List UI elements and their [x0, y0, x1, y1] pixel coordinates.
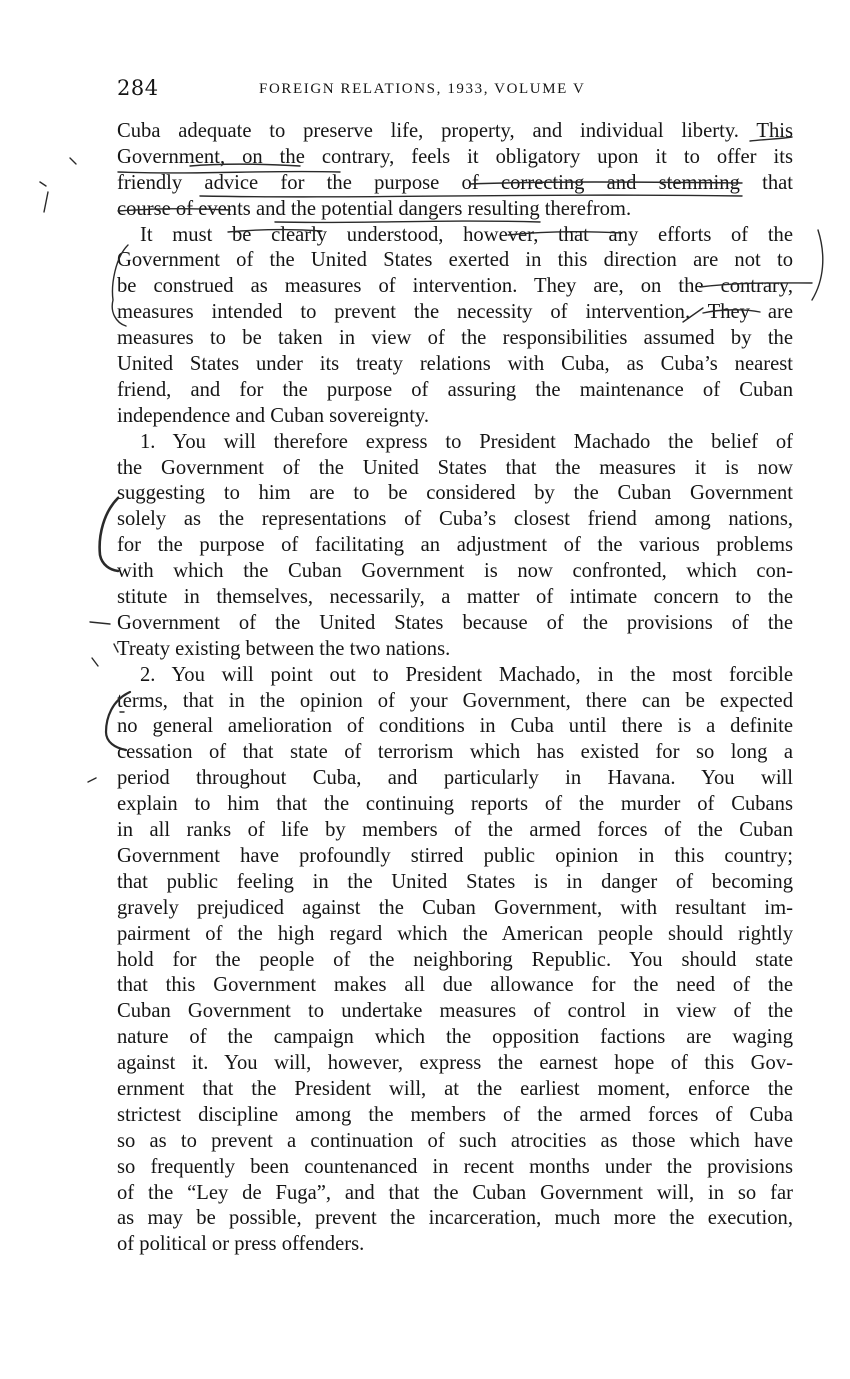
bracket-mark: [100, 498, 118, 571]
text-line: 2. You will point out to President Machado, in the most forcible: [140, 663, 793, 686]
bracket-mark: [812, 230, 823, 300]
text-line: measures to be taken in view of the responsibilities assumed by the: [117, 327, 793, 350]
running-head: FOREIGN RELATIONS, 1933, VOLUME V: [259, 81, 586, 97]
text-line: Government have profoundly stirred public opinion in this country;: [117, 844, 793, 867]
text-line: nature of the campaign which the opposition factions are waging: [117, 1026, 793, 1049]
text-line: 1. You will therefore express to President Machado the belief of: [140, 430, 793, 453]
text-line: the Government of the United States that the measures it is now: [117, 456, 793, 479]
page-header: [117, 76, 793, 106]
margin-tick: [92, 658, 98, 666]
text-line: Cuban Government to undertake measures of control in view of the: [117, 1000, 793, 1023]
text-line: Government, on the contrary, feels it obligatory upon it to offer its: [117, 145, 793, 168]
text-line: that this Government makes all due allowance for the need of the: [117, 974, 793, 997]
text-line: so frequently been countenanced in recent months under the provisions: [117, 1155, 793, 1178]
margin-tick: [70, 158, 76, 164]
text-line: of political or press offenders.: [117, 1233, 365, 1256]
margin-tick: [88, 778, 96, 782]
margin-tick: [90, 622, 110, 624]
margin-tick: [40, 182, 46, 186]
body-text: [117, 119, 793, 1258]
text-line: terms, that in the opinion of your Government, there can be expected: [117, 689, 793, 712]
text-line: strictest discipline among the members of the armed forces of Cuba: [117, 1103, 793, 1126]
text-line: Government of the United States because of the provisions of the: [117, 611, 793, 634]
text-line: explain to him that the continuing reports of the murder of Cubans: [117, 793, 793, 816]
text-line: It must be clearly understood, however, that any efforts of the: [140, 223, 793, 246]
text-line: as may be possible, prevent the incarceration, much more the execution,: [117, 1207, 793, 1230]
text-line: of the “Ley de Fuga”, and that the Cuban Government will, in so far: [117, 1181, 793, 1204]
page-number: 284: [117, 76, 159, 100]
text-line: cessation of that state of terrorism which has existed for so long a: [117, 741, 793, 764]
text-line: be construed as measures of intervention. They are, on the contrary,: [117, 275, 793, 298]
text-line: no general amelioration of conditions in Cuba until there is a definite: [117, 715, 793, 738]
text-line: so as to prevent a continuation of such atrocities as those which have: [117, 1129, 793, 1152]
text-line: in all ranks of life by members of the armed forces of the Cuban: [117, 819, 793, 842]
text-line: Government of the United States exerted in this direction are not to: [117, 249, 793, 272]
text-line: suggesting to him are to be considered by the Cuban Government: [117, 482, 793, 505]
text-line: pairment of the high regard which the American people should rightly: [117, 922, 793, 945]
text-line: hold for the people of the neighboring Republic. You should state: [117, 948, 793, 971]
text-line: against it. You will, however, express the earnest hope of this Gov-: [117, 1052, 793, 1075]
text-line: period throughout Cuba, and particularly in Havana. You will: [117, 767, 793, 790]
text-line: friendly advice for the purpose of correcting and stemming that: [117, 171, 793, 194]
text-line: measures intended to prevent the necessity of intervention. They are: [117, 301, 793, 324]
text-line: Cuba adequate to preserve life, property, and individual liberty. This: [117, 120, 793, 142]
text-line: that public feeling in the United States is in danger of becoming: [117, 870, 793, 893]
text-line: gravely prejudiced against the Cuban Government, with resultant im-: [117, 896, 793, 919]
text-line: course of events and the potential dangers resulting therefrom.: [117, 197, 632, 220]
text-line: with which the Cuban Government is now confronted, which con-: [117, 560, 793, 583]
text-line: for the purpose of facilitating an adjustment of the various problems: [117, 534, 793, 557]
text-line: stitute in themselves, necessarily, a matter of intimate concern to the: [117, 586, 793, 609]
text-line: friend, and for the purpose of assuring the maintenance of Cuban: [117, 378, 793, 401]
margin-tick: [44, 192, 48, 212]
text-line: Treaty existing between the two nations.: [117, 637, 451, 660]
text-line: independence and Cuban sovereignty.: [117, 404, 430, 427]
text-line: ernment that the President will, at the earliest moment, enforce the: [117, 1077, 793, 1100]
text-line: United States under its treaty relations with Cuba, as Cuba’s nearest: [117, 353, 793, 376]
text-line: solely as the representations of Cuba’s closest friend among nations,: [117, 508, 793, 531]
